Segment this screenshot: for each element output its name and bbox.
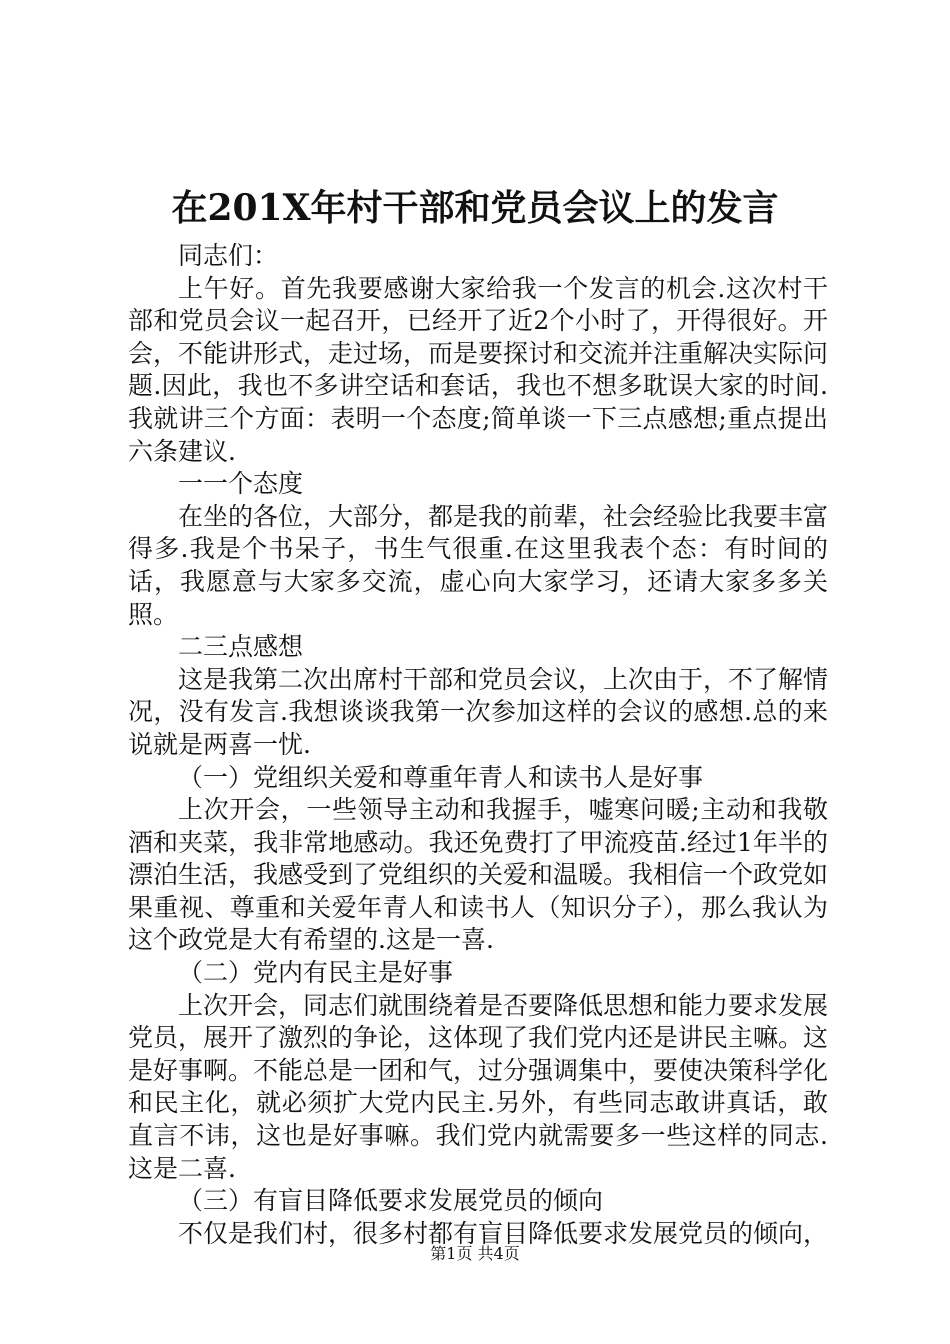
document-title: 在201X年村干部和党员会议上的发言: [171, 187, 779, 229]
section-heading-two: 二三点感想: [178, 632, 304, 662]
paragraph-intro: 上午好。首先我要感谢大家给我一个发言的机会.这次村干部和党员会议一起召开，已经开了近2个小时了，开得很好。开会，不能讲形式，走过场，而是要探讨和交流并注重解决实际问题.因此，我也不多讲空话和套话，我也不想多耽误大家的时间.我就讲三个方面：表明一个态度;简单谈一下三点感想;重点提出六条建议.: [128, 273, 829, 466]
subheading-2: （二）党内有民主是好事: [178, 958, 454, 988]
subheading-3: （三）有盲目降低要求发展党员的倾向: [178, 1186, 604, 1216]
subheading-1: （一）党组织关爱和尊重年青人和读书人是好事: [178, 762, 704, 792]
paragraph-attitude: 在坐的各位，大部分，都是我的前辈，社会经验比我要丰富得多.我是个书呆子，书生气很重.在这里我表个态：有时间的话，我愿意与大家多交流，虚心向大家学习，还请大家多多关照。: [128, 501, 829, 629]
paragraph-second-joy: 上次开会，同志们就围绕着是否要降低思想和能力要求发展党员，展开了激烈的争论，这体现了我们党内还是讲民主嘛。这是好事啊。不能总是一团和气，过分强调集中，要使决策科学化和民主化，就必须扩大党内民主.另外，有些同志敢讲真话，敢直言不讳，这也是好事嘛。我们党内就需要多一些这样的同志.这是二喜.: [128, 990, 829, 1183]
paragraph-impressions: 这是我第二次出席村干部和党员会议，上次由于，不了解情况，没有发言.我想谈谈我第一次参加这样的会议的感想.总的来说就是两喜一忧.: [128, 664, 829, 759]
salutation: 同志们：: [178, 241, 279, 270]
paragraph-worry: 不仅是我们村，很多村都有盲目降低要求发展党员的倾向，: [178, 1218, 829, 1248]
paragraph-first-joy: 上次开会，一些领导主动和我握手，嘘寒问暖;主动和我敬酒和夹菜，我非常地感动。我还免费打了甲流疫苗.经过1年半的漂泊生活，我感受到了党组织的关爱和温暖。我相信一个政党如果重视、尊重和关爱年青人和读书人（知识分子），那么我认为这个政党是大有希望的.这是一喜.: [128, 795, 829, 955]
document-body: [128, 240, 828, 1250]
section-heading-one: 一一个态度: [178, 469, 304, 499]
page-footer: 第1页 共4页: [430, 1244, 520, 1263]
